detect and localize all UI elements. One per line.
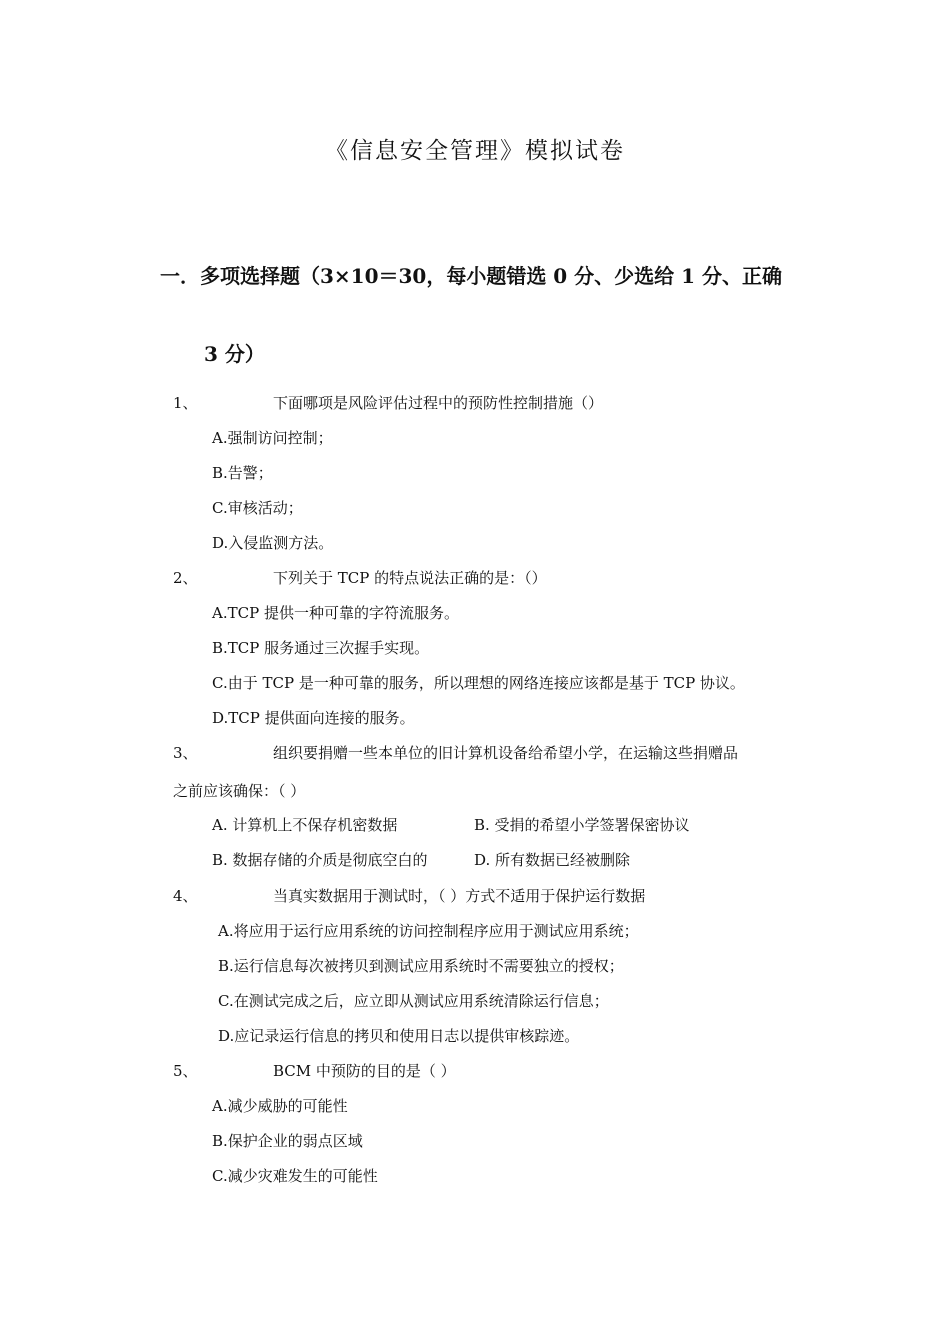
option-3a: A. 计算机上不保存机密数据: [212, 816, 398, 834]
option-1b: B.告警；: [212, 464, 273, 482]
option-5a: A.减少威胁的可能性: [212, 1097, 348, 1115]
question-text-continued: 之前应该确保：（ ）: [173, 782, 306, 800]
option-3b: B. 受捐的希望小学签署保密协议: [474, 816, 690, 834]
question-number: 3、: [173, 744, 198, 762]
section-heading-line1: 一．多项选择题（3×10＝30，每小题错选 0 分、少选给 1 分、正确: [160, 264, 783, 288]
question-text: 组织要捐赠一些本单位的旧计算机设备给希望小学，在运输这些捐赠品: [273, 744, 739, 762]
option-3c: B. 数据存储的介质是彻底空白的: [212, 851, 428, 869]
option-4d: D.应记录运行信息的拷贝和使用日志以提供审核踪迹。: [218, 1027, 580, 1045]
question-number: 5、: [173, 1062, 198, 1080]
page-title: 《信息安全管理》模拟试卷: [325, 138, 625, 164]
question-number: 4、: [173, 887, 198, 905]
section-heading: [160, 262, 820, 366]
option-2b: B.TCP 服务通过三次握手实现。: [212, 639, 430, 657]
option-5b: B.保护企业的弱点区域: [212, 1132, 363, 1150]
option-4a: A.将应用于运行应用系统的访问控制程序应用于测试应用系统；: [218, 922, 639, 940]
option-2c: C.由于 TCP 是一种可靠的服务，所以理想的网络连接应该都是基于 TCP 协议。: [212, 674, 745, 692]
option-3d: D. 所有数据已经被删除: [474, 851, 631, 869]
option-1c: C.审核活动；: [212, 499, 303, 517]
option-2d: D.TCP 提供面向连接的服务。: [212, 709, 415, 727]
option-4c: C.在测试完成之后，应立即从测试应用系统清除运行信息；: [218, 992, 609, 1010]
option-5c: C.减少灾难发生的可能性: [212, 1167, 378, 1185]
option-4b: B.运行信息每次被拷贝到测试应用系统时不需要独立的授权；: [218, 957, 624, 975]
question-text: BCM 中预防的目的是（ ）: [273, 1062, 456, 1080]
question-text: 下列关于 TCP 的特点说法正确的是：（）: [273, 569, 547, 587]
question-number: 2、: [173, 569, 198, 587]
option-2a: A.TCP 提供一种可靠的字符流服务。: [212, 604, 459, 622]
question-number: 1、: [173, 394, 198, 412]
option-1a: A.强制访问控制；: [212, 429, 333, 447]
section-heading-line2: 3 分）: [204, 342, 265, 366]
question-text: 当真实数据用于测试时，（ ）方式不适用于保护运行数据: [273, 887, 646, 905]
option-1d: D.入侵监测方法。: [212, 534, 334, 552]
question-text: 下面哪项是风险评估过程中的预防性控制措施（）: [273, 394, 604, 412]
